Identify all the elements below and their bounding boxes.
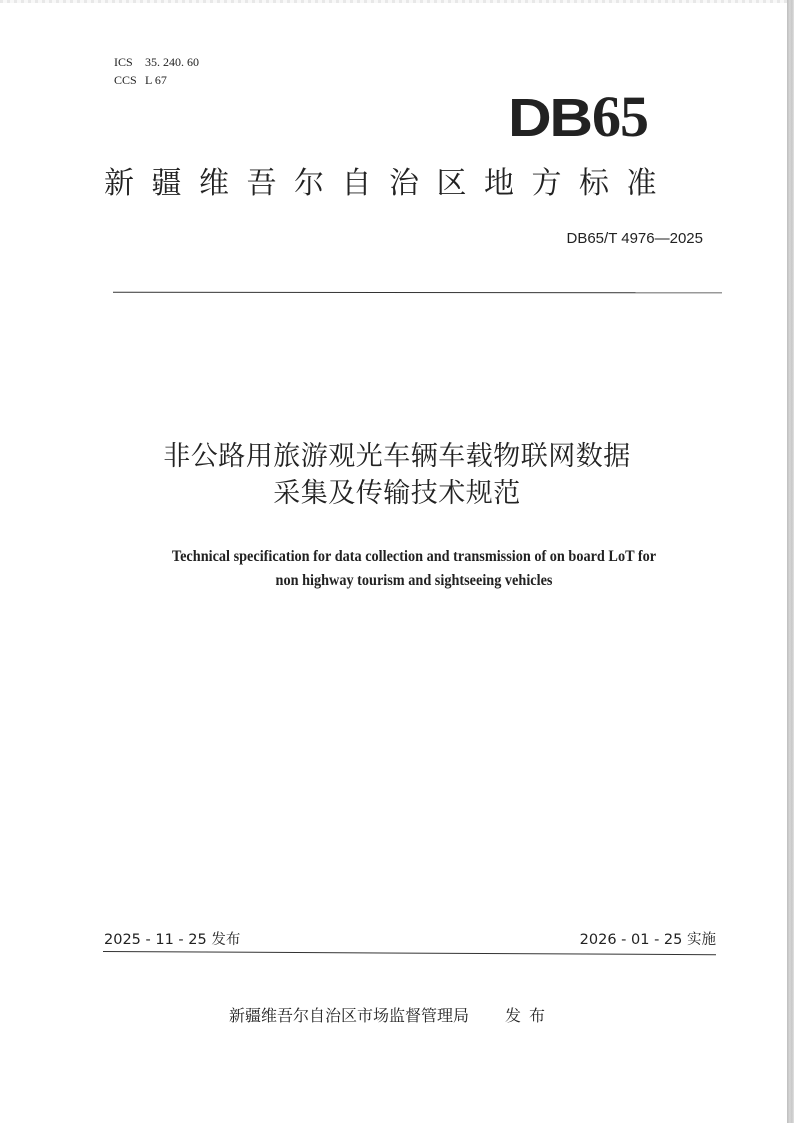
standard-number: DB65/T 4976—2025 [566, 230, 703, 247]
english-title-line-1: Technical specification for data collection and transmission of on board LoT for [171, 548, 657, 565]
classification-codes [114, 53, 199, 89]
footer-divider [103, 951, 716, 955]
ics-label: ICS [114, 55, 133, 69]
logo-number: 65 [592, 84, 648, 149]
ccs-label: CCS [114, 73, 137, 87]
header-divider [113, 292, 722, 294]
issuer-action: 发布 [505, 1006, 554, 1025]
chinese-title [0, 438, 794, 512]
ics-value: 35. 240. 60 [145, 55, 199, 69]
db65-logo [508, 84, 648, 149]
chinese-title-line-1: 非公路用旅游观光车辆车载物联网数据 [163, 441, 631, 472]
ccs-code [114, 71, 199, 89]
ccs-value: L 67 [145, 73, 167, 87]
standard-type: 新疆维吾尔自治区地方标准 [104, 166, 674, 201]
logo-db: DB [508, 88, 591, 148]
publish-date: 2025 - 11 - 25 发布 [104, 932, 241, 948]
issuer-name: 新疆维吾尔自治区市场监督管理局 [229, 1006, 470, 1025]
scan-right-edge [787, 0, 794, 1123]
english-title-line-2: non highway tourism and sightseeing vehicles [275, 572, 553, 589]
issuer-line [229, 1003, 553, 1026]
scan-top-edge [0, 0, 794, 3]
ics-code [114, 53, 199, 71]
chinese-title-line-2: 采集及传输技术规范 [273, 478, 521, 509]
date-row [104, 928, 716, 950]
english-title [129, 545, 699, 593]
effective-date: 2026 - 01 - 25 实施 [579, 932, 716, 948]
